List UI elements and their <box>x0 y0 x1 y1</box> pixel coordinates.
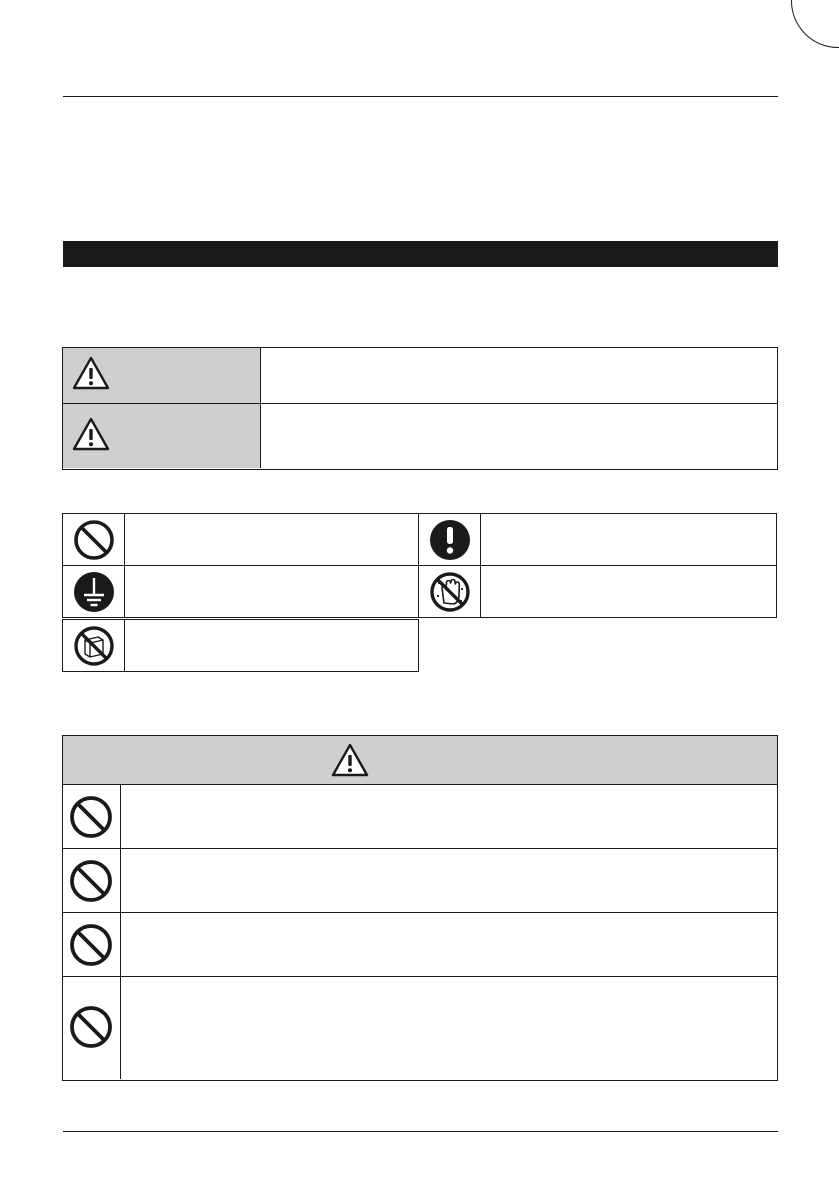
symbol-icon-cell <box>63 514 125 565</box>
symbol-legend-wet-hands <box>418 565 777 618</box>
warning-row-icon-cell <box>63 913 121 976</box>
warning-row <box>63 913 777 977</box>
prohibition-icon <box>69 1005 113 1049</box>
warning-row-icon-cell <box>63 977 121 1079</box>
warning-row-icon-cell <box>63 849 121 912</box>
ground-connection-icon <box>73 571 115 613</box>
symbol-icon-cell <box>63 620 125 671</box>
signal-word-cell <box>63 348 261 403</box>
warning-triangle-icon <box>330 742 370 778</box>
warning-triangle-icon <box>71 416 111 452</box>
signal-word-table <box>62 347 778 470</box>
signal-word-row-caution <box>63 404 777 468</box>
symbol-legend-prohibition <box>62 513 419 566</box>
warning-row <box>63 849 777 913</box>
corner-registration-mark <box>791 0 839 48</box>
symbol-legend-ground <box>62 565 419 618</box>
prohibition-icon <box>69 859 113 903</box>
warning-triangle-icon <box>71 355 111 391</box>
signal-word-cell <box>63 404 261 468</box>
footer-rule <box>63 1131 778 1132</box>
do-not-disassemble-icon <box>73 625 115 667</box>
warning-table <box>62 735 778 1081</box>
symbol-legend-mandatory <box>418 513 777 566</box>
mandatory-action-icon <box>429 519 471 561</box>
prohibition-icon <box>69 923 113 967</box>
warning-row <box>63 785 777 849</box>
symbol-legend-disassemble <box>62 619 419 672</box>
prohibition-icon <box>69 795 113 839</box>
symbol-icon-cell <box>63 566 125 617</box>
do-not-touch-wet-hands-icon <box>429 571 471 613</box>
warning-row <box>63 977 777 1079</box>
warning-row-icon-cell <box>63 785 121 848</box>
prohibition-icon <box>73 519 115 561</box>
section-title-bar <box>63 241 778 267</box>
symbol-icon-cell <box>419 566 481 617</box>
signal-word-row-warning <box>63 348 777 404</box>
symbol-icon-cell <box>419 514 481 565</box>
header-rule <box>63 96 778 97</box>
warning-table-header <box>63 736 777 785</box>
